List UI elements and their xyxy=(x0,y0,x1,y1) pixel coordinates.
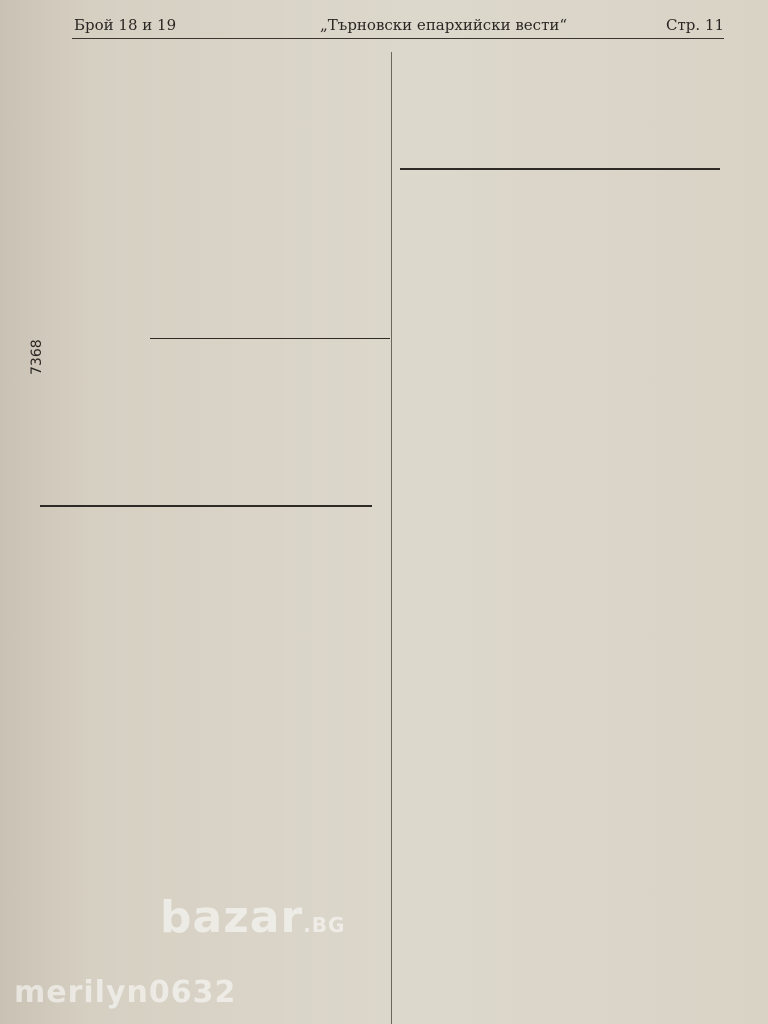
section-rule-right xyxy=(400,168,720,170)
page-number: Стр. 11 xyxy=(665,16,724,34)
column-divider xyxy=(391,52,392,1024)
journal-title: „Търновски епархийски вести“ xyxy=(320,16,568,34)
issue-number: Брой 18 и 19 xyxy=(74,16,177,34)
stamp-number: 7368 xyxy=(29,339,45,375)
page-header xyxy=(72,14,724,39)
section-rule-left xyxy=(40,505,372,507)
watermark-user: merilyn0632 xyxy=(14,975,237,1010)
watermark-logo: bazar.BG xyxy=(160,892,346,943)
signature-rule xyxy=(150,338,390,339)
